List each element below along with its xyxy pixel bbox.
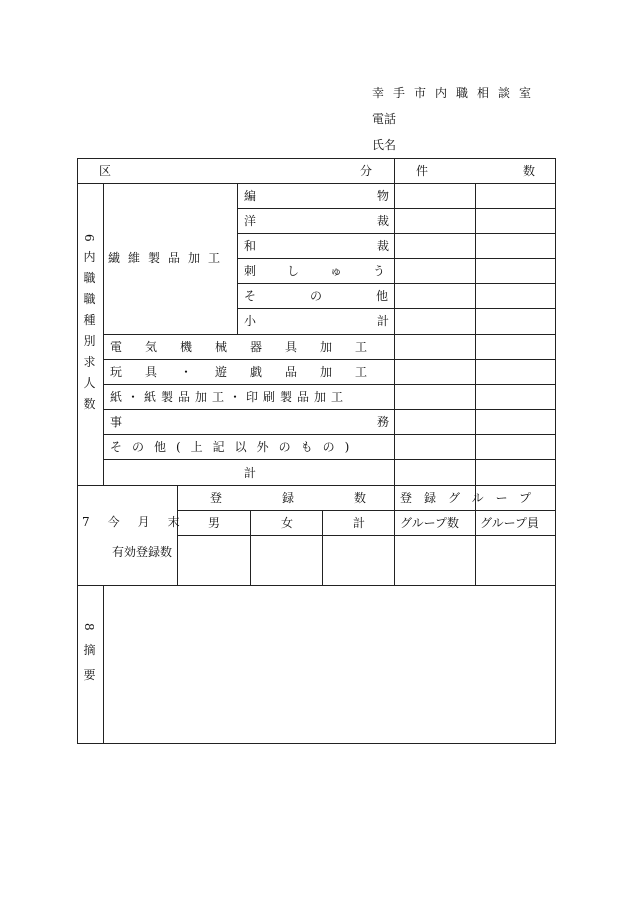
line-v-sec7-label xyxy=(177,485,178,585)
section6-label: 6内職職種別求人数 xyxy=(82,234,96,419)
line-r1 xyxy=(237,208,556,209)
line-v-count-split xyxy=(475,183,476,585)
textile-item-3-a: 小 xyxy=(244,314,257,328)
textile-item-1-b: 裁 xyxy=(377,214,390,228)
tel-label: 電話 xyxy=(372,112,397,126)
line-v-count xyxy=(394,158,395,585)
other-item-denki: 電気機械器具加工 xyxy=(110,340,391,354)
line-v-female xyxy=(322,510,323,585)
group-members-header: グループ員 xyxy=(480,516,540,530)
head-suu: 数 xyxy=(523,164,536,178)
reg-count-header: 登録数 xyxy=(210,491,427,505)
section7-label-b: 有効登録数 xyxy=(112,545,173,559)
line-head-bottom xyxy=(77,183,556,184)
textile-item-3-b: 計 xyxy=(377,314,390,328)
section7-label-a: 7今月末 xyxy=(82,515,198,529)
female-header: 女 xyxy=(281,516,294,530)
head-ken: 件 xyxy=(416,164,429,178)
textile-item-shishuu: 刺しゅう xyxy=(244,264,417,278)
line-r11 xyxy=(103,459,556,460)
reg-group-header: 登録グループ xyxy=(400,491,544,505)
line-r5 xyxy=(237,308,556,309)
line-sec7-sub xyxy=(177,535,556,536)
head-bun: 分 xyxy=(360,164,373,178)
line-r7 xyxy=(103,359,556,360)
other-item-3-b: 務 xyxy=(377,415,390,429)
line-v-male xyxy=(250,510,251,585)
line-v-sec8-label xyxy=(103,585,104,744)
other-item-sonota: その他(上記以外のもの) xyxy=(110,440,360,454)
textile-item-0-a: 編 xyxy=(244,189,257,203)
section6-total: 計 xyxy=(244,466,257,480)
other-item-gangu: 玩具・遊戯品加工 xyxy=(110,365,391,379)
textile-item-1-a: 洋 xyxy=(244,214,257,228)
textile-item-sonota: その他 xyxy=(244,289,443,303)
other-item-3-a: 事 xyxy=(110,415,123,429)
line-v-sec6-label xyxy=(103,183,104,485)
head-ku: 区 xyxy=(99,164,112,178)
total-header: 計 xyxy=(353,516,366,530)
name-label: 氏名 xyxy=(372,138,397,152)
line-r6 xyxy=(103,334,556,335)
group-count-header: グループ数 xyxy=(400,516,460,530)
textile-item-0-b: 物 xyxy=(377,189,390,203)
line-v-textile xyxy=(237,183,238,334)
line-r10 xyxy=(103,434,556,435)
textile-item-2-a: 和 xyxy=(244,239,257,253)
textile-group-label: 繊維製品加工 xyxy=(108,251,229,265)
line-sec7-mid xyxy=(177,510,556,511)
line-r9 xyxy=(103,409,556,410)
textile-item-2-b: 裁 xyxy=(377,239,390,253)
line-sec6-bottom xyxy=(77,485,556,486)
line-r8 xyxy=(103,384,556,385)
line-sec7-bottom xyxy=(77,585,556,586)
office-name: 幸手市内職相談室 xyxy=(372,86,541,100)
line-r2 xyxy=(237,233,556,234)
other-item-kami: 紙・紙製品加工・印刷製品加工 xyxy=(110,390,349,404)
section8-label: 8摘要 xyxy=(82,623,96,694)
line-r3 xyxy=(237,258,556,259)
line-r4 xyxy=(237,283,556,284)
male-header: 男 xyxy=(208,516,221,530)
